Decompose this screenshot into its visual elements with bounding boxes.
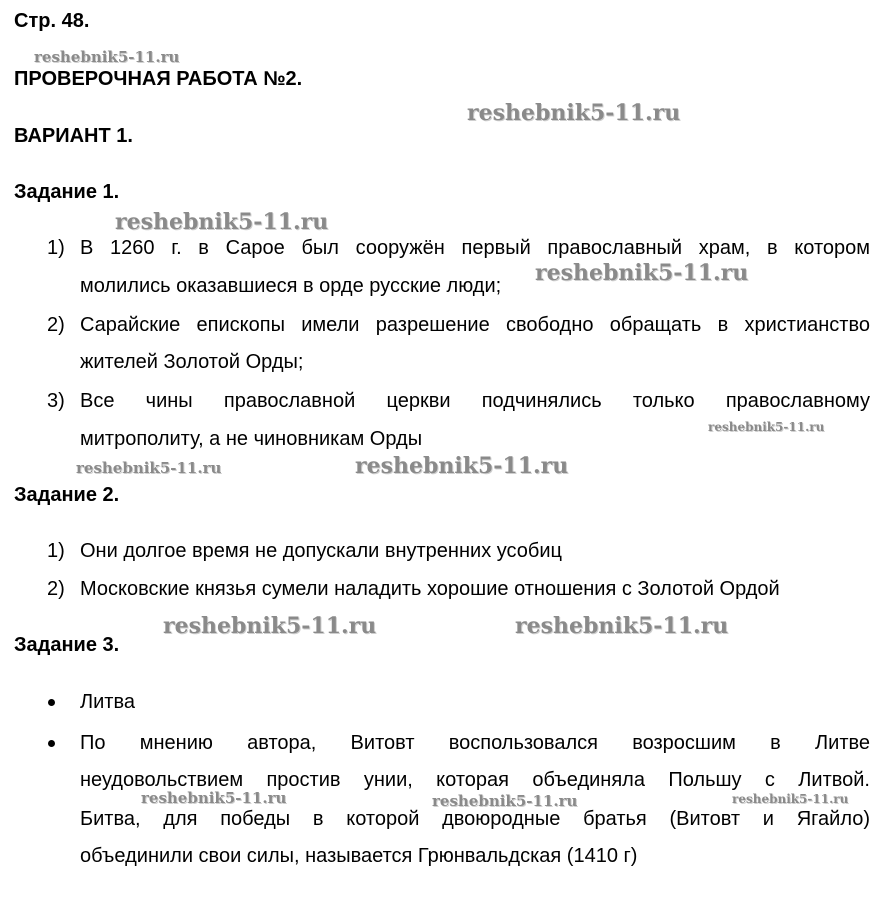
watermark: reshebnik5-11.ru [115, 209, 329, 235]
page-title: ПРОВЕРОЧНАЯ РАБОТА №2. [14, 68, 303, 90]
task1-item2-line2: жителей Золотой Орды; [80, 351, 304, 373]
watermark: reshebnik5-11.ru [34, 48, 180, 66]
task2-item2-text: Московские князья сумели наладить хорошие отношения с Золотой Ордой [80, 578, 780, 600]
task1-item1-line2: молились оказавшиеся в орде русские люди; [80, 275, 502, 297]
task3-item2-line1: По мнению автора, Витовт воспользовался возросшим в Литве [80, 732, 870, 754]
watermark: reshebnik5-11.ru [515, 613, 729, 639]
task1-item3-line2: митрополиту, а не чиновникам Орды [80, 428, 423, 450]
task3-heading [14, 634, 119, 657]
task3-heading-text: Задание 3. [14, 634, 120, 656]
task3-item1-text: Литва [80, 691, 135, 713]
task2-item1-number: 1) [47, 540, 65, 562]
page-label: Стр. 48. [14, 10, 90, 32]
watermark: reshebnik5-11.ru [467, 100, 681, 126]
variant-heading: ВАРИАНТ 1. [14, 125, 133, 147]
watermark: reshebnik5-11.ru [76, 459, 222, 477]
watermark: reshebnik5-11.ru [708, 420, 825, 434]
task1-item3-number: 3) [47, 390, 65, 412]
watermark: reshebnik5-11.ru [535, 260, 749, 286]
task2-heading: Задание 2. [14, 484, 120, 506]
task3-item2-line2: неудовольствием простив унии, которая объединяла Польшу с Литвой. [80, 769, 870, 791]
watermark: reshebnik5-11.ru [432, 792, 578, 810]
task1-item3-line1: Все чины православной церкви подчинялись только православному [80, 390, 870, 412]
watermark: reshebnik5-11.ru [141, 789, 287, 807]
task1-item2-number: 2) [47, 314, 65, 336]
watermark: reshebnik5-11.ru [163, 613, 377, 639]
watermark: reshebnik5-11.ru [355, 453, 569, 479]
watermark: reshebnik5-11.ru [732, 792, 849, 806]
task1-item1-number: 1) [47, 237, 65, 259]
task2-item1-text: Они долгое время не допускали внутренних усобиц [80, 540, 562, 562]
bullet-icon [48, 740, 55, 747]
task1-item2-line1: Сарайские епископы имели разрешение свободно обращать в христианство [80, 314, 870, 336]
task2-item2-number: 2) [47, 578, 65, 600]
task3-item2-line3: Битва, для победы в которой двоюродные братья (Витовт и Ягайло) [80, 808, 870, 830]
task1-item1-line1: В 1260 г. в Сарое был сооружён первый православный храм, в котором [80, 237, 870, 259]
task3-item2-line4: объединили свои силы, называется Грюнвальдская (1410 г) [80, 845, 638, 867]
task1-heading: Задание 1. [14, 181, 120, 203]
bullet-icon [48, 699, 55, 706]
